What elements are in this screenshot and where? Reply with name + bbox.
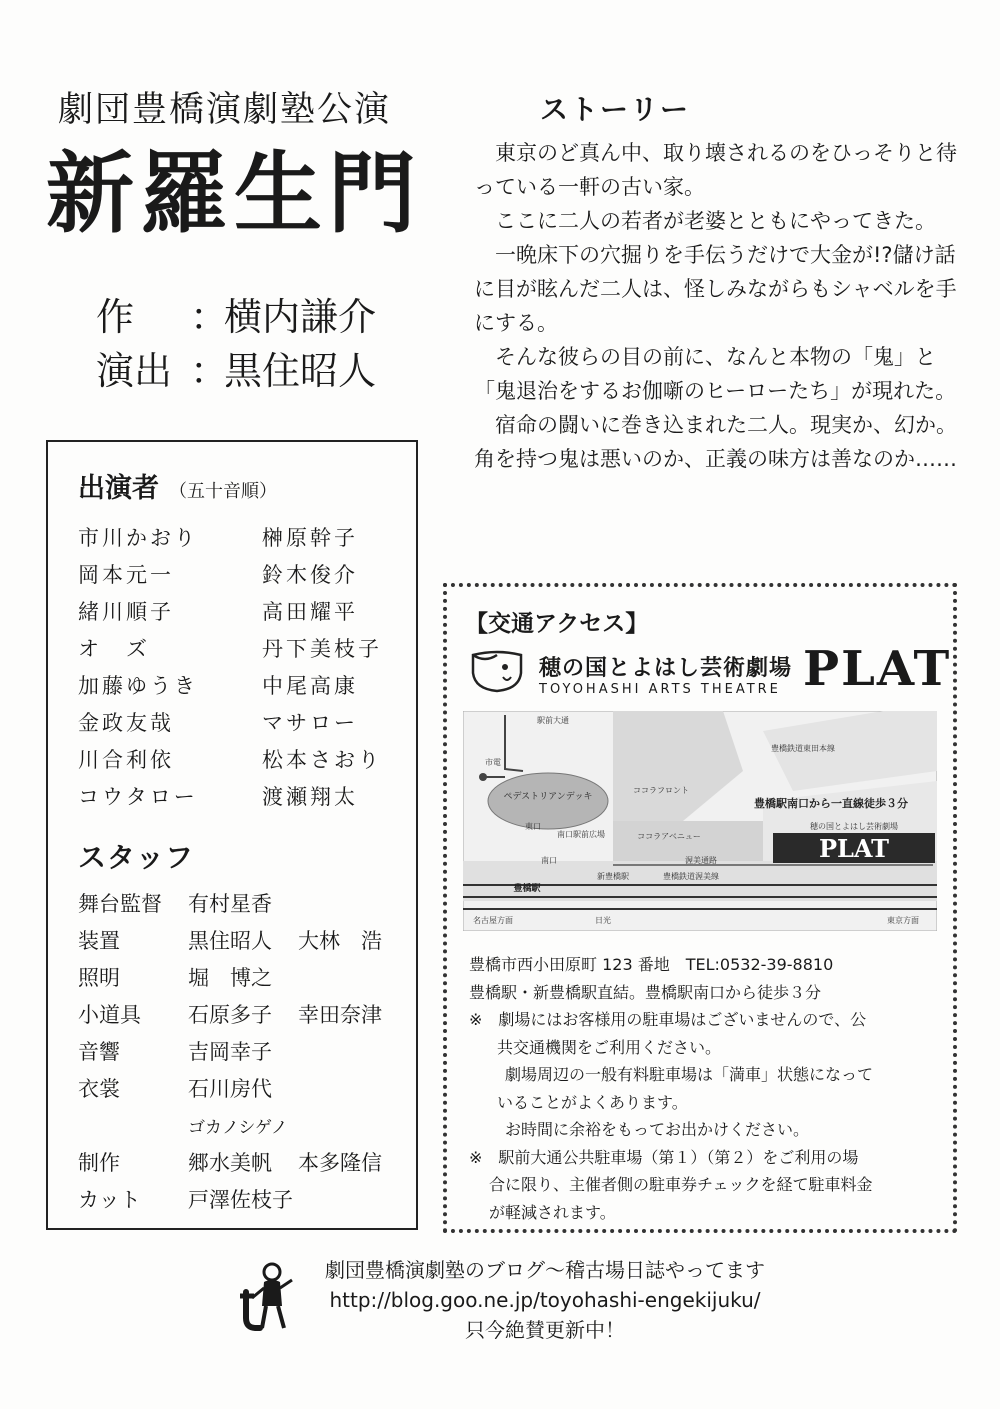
staff-row xyxy=(78,1108,382,1145)
staff-name-2: 本多隆信 xyxy=(298,1151,382,1175)
map-walk-banner: 豊橋駅南口から一直線徒歩３分 xyxy=(754,797,908,810)
map-label-tokyo-direction: 東京方面 xyxy=(887,916,919,925)
cast-heading-text: 出演者 xyxy=(78,473,159,504)
theatre-face-logo-icon xyxy=(467,649,527,693)
map-label-south-plaza: 南口駅前広場 xyxy=(557,830,605,839)
cast-list-left xyxy=(78,520,198,816)
credit-colon: ： xyxy=(190,349,229,393)
staff-list xyxy=(78,886,382,1219)
cast-member: マサロー xyxy=(262,711,358,735)
note-mark: ※ xyxy=(469,1010,483,1029)
staff-name: ゴカノシゲノ xyxy=(188,1118,288,1138)
cast-member: 緒川順子 xyxy=(78,600,174,624)
story-heading: ストーリー xyxy=(540,93,691,126)
staff-role: 照明 xyxy=(78,966,120,990)
credit-playwright xyxy=(96,286,376,341)
credit-name: 黒住昭人 xyxy=(224,349,377,393)
map-tram-terminal xyxy=(479,773,487,781)
staff-row xyxy=(78,1034,382,1071)
credit-director xyxy=(96,340,376,395)
parking-note-1-cont: いることがよくあります。 xyxy=(497,1092,688,1112)
theatre-address: 豊橋市西小田原町 123 番地 TEL:0532-39-8810 xyxy=(469,955,834,974)
staff-row xyxy=(78,1145,382,1182)
parking-note-1 xyxy=(469,1006,945,1034)
story-paragraph: 東京のど真ん中、取り壊されるのをひっそりと待っている一軒の古い家。 xyxy=(474,141,957,199)
staff-role: 衣裳 xyxy=(78,1077,120,1101)
cast-member: 松本さおり xyxy=(262,748,382,772)
map-label-nagoya-direction: 名古屋方面 xyxy=(473,916,513,925)
parking-note-1-cont: 劇場周辺の一般有料駐車場は「満車」状態になって xyxy=(505,1065,874,1084)
theatre-name-en: TOYOHASHI ARTS THEATRE xyxy=(539,682,781,697)
staff-role: 音響 xyxy=(78,1040,120,1064)
station-direct-note: 豊橋駅・新豊橋駅直結。豊橋駅南口から徒歩３分 xyxy=(469,982,822,1002)
staff-name: 黒住昭人 xyxy=(188,929,272,953)
staff-row xyxy=(78,1071,382,1108)
cast-staff-box xyxy=(46,440,418,1230)
staff-name: 石川房代 xyxy=(188,1077,272,1101)
map-label-cocola-avenue: ココラアベニュー xyxy=(637,832,701,841)
cast-member: 渡瀬翔太 xyxy=(262,785,358,809)
staff-name: 石原多子 xyxy=(188,1003,272,1027)
staff-row xyxy=(78,997,382,1034)
cast-member: オ ズ xyxy=(78,637,150,661)
staff-role: 舞台監督 xyxy=(78,892,162,916)
play-title: 新羅生門 xyxy=(46,142,423,245)
map-label-atsumi-passage: 渥美通路 xyxy=(685,856,717,865)
theatre-plat-logo: PLAT xyxy=(803,641,952,697)
story-paragraph: 一晩床下の穴掘りを手伝うだけで大金が!?儲け話に目が眩んだ二人は、怪しみながらもシャベルを手にする。 xyxy=(474,243,957,335)
map-plat-label: PLAT xyxy=(818,834,890,863)
cast-member: 丹下美枝子 xyxy=(262,637,382,661)
parking-note-1-cont: 共交通機関をご利用ください。 xyxy=(497,1037,722,1057)
access-map xyxy=(463,711,937,931)
map-label-cocola-front: ココラフロント xyxy=(633,786,689,795)
staff-name-2: 幸田奈津 xyxy=(298,1003,382,1027)
parking-note-2-cont: が軽減されます。 xyxy=(489,1202,616,1222)
cast-member: 金政友哉 xyxy=(78,711,174,735)
staff-role: 装置 xyxy=(78,929,120,953)
staff-role: カット xyxy=(78,1188,141,1212)
map-label-shin-toyohashi: 新豊橋駅 xyxy=(597,872,629,881)
map-deck-label: ペデストリアンデッキ xyxy=(503,792,593,802)
cast-member: コウタロー xyxy=(78,785,198,809)
cast-member: 加藤ゆうき xyxy=(78,674,198,698)
troupe-line: 劇団豊橋演劇塾公演 xyxy=(58,90,392,130)
cast-order-note: （五十音順） xyxy=(169,481,277,502)
cast-member: 川合利依 xyxy=(78,748,174,772)
blog-url-link[interactable]: http://blog.goo.ne.jp/toyohashi-engekijuku/ xyxy=(329,1288,761,1312)
cast-member: 岡本元一 xyxy=(78,563,174,587)
note-text: 劇場にはお客様用の駐車場はございませんので、公 xyxy=(498,1010,867,1029)
map-label-ekimae-odori: 駅前大通 xyxy=(537,716,569,725)
cast-member: 市川かおり xyxy=(78,526,198,550)
map-label-tram: 市電 xyxy=(485,758,501,767)
note-text: 駅前大通公共駐車場（第１）（第２）をご利用の場 xyxy=(498,1147,859,1167)
story-paragraph: ここに二人の若者が老婆とともにやってきた。 xyxy=(495,209,936,233)
staff-row xyxy=(78,923,382,960)
map-label-south-exit: 南口 xyxy=(541,856,557,865)
parking-note-2 xyxy=(469,1144,945,1172)
story-text xyxy=(474,136,964,476)
staff-name: 戸澤佐枝子 xyxy=(188,1188,293,1212)
staff-name: 有村星香 xyxy=(188,892,272,916)
map-label-azumada-line: 豊橋鉄道東田本線 xyxy=(771,744,835,753)
parking-note-1-cont: お時間に余裕をもってお出かけください。 xyxy=(505,1120,810,1139)
cast-member: 中尾高康 xyxy=(262,674,358,698)
map-label-toyohashi-station: 豊橋駅 xyxy=(513,884,541,894)
map-plat-sublabel: 穂の国とよはし芸術劇場 xyxy=(810,822,898,831)
cast-member: 榊原幹子 xyxy=(262,526,358,550)
staff-name: 吉岡幸子 xyxy=(188,1040,272,1064)
map-label-atsumi-line: 豊橋鉄道渥美線 xyxy=(663,872,719,881)
staff-role: 小道具 xyxy=(78,1003,141,1027)
cast-list-right xyxy=(262,520,382,816)
story-paragraph: 宿命の闘いに巻き込まれた二人。現実か、幻か。角を持つ鬼は悪いのか、正義の味方は善なのか…… xyxy=(474,413,957,471)
note-mark: ※ xyxy=(469,1147,483,1167)
staff-heading: スタッフ xyxy=(78,841,195,874)
map-building-cocola-avenue xyxy=(613,821,763,861)
access-heading: 【交通アクセス】 xyxy=(465,611,649,637)
blog-info xyxy=(300,1255,790,1345)
credit-role: 作 xyxy=(96,295,135,339)
staff-name-2: 大林 浩 xyxy=(298,929,382,953)
credit-colon: ： xyxy=(190,295,229,339)
access-box xyxy=(443,583,957,1233)
staff-name: 郷水美帆 xyxy=(188,1151,272,1175)
staff-row xyxy=(78,960,382,997)
cast-member: 鈴木俊介 xyxy=(262,563,358,587)
staff-name: 堀 博之 xyxy=(188,966,272,990)
access-info xyxy=(469,951,945,1226)
staff-role: 制作 xyxy=(78,1151,120,1175)
parking-note-2-cont: 合に限り、主催者側の駐車券チェックを経て駐車料金 xyxy=(489,1175,873,1194)
cast-heading xyxy=(78,466,277,505)
staff-row xyxy=(78,886,382,923)
blog-update-note: 只今絶賛更新中！ xyxy=(465,1318,625,1342)
credit-name: 横内謙介 xyxy=(224,295,377,339)
map-label-nikko: 日光 xyxy=(595,916,611,925)
map-station-area xyxy=(463,861,937,901)
blog-title: 劇団豊橋演劇塾のブログ～稽古場日誌やってます xyxy=(325,1258,765,1282)
troupe-mascot-logo-icon xyxy=(240,1258,296,1332)
theatre-name-jp: 穂の国とよはし芸術劇場 xyxy=(539,656,793,681)
story-paragraph: そんな彼らの目の前に、なんと本物の「鬼」と「鬼退治をするお伽噺のヒーローたち」が現れた。 xyxy=(474,345,957,403)
cast-member: 高田耀平 xyxy=(262,600,358,624)
staff-row xyxy=(78,1182,382,1219)
map-label-east-exit: 東口 xyxy=(525,822,541,831)
credit-role: 演出 xyxy=(96,349,173,393)
